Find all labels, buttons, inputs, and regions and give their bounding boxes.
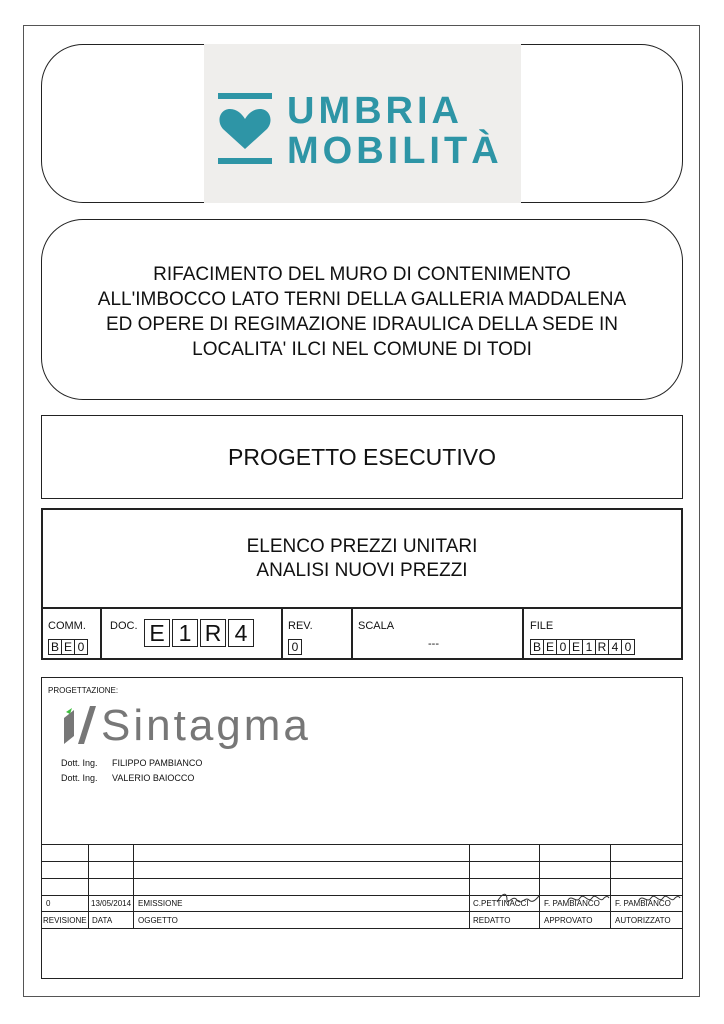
revision-table-column — [610, 844, 611, 928]
project-title-line: RIFACIMENTO DEL MURO DI CONTENIMENTO — [153, 264, 571, 285]
revision-subject: EMISSIONE — [138, 899, 183, 908]
document-title-line: ELENCO PREZZI UNITARI — [246, 536, 478, 557]
header-date: DATA — [92, 916, 113, 925]
document-title — [41, 535, 683, 583]
signature-authorized — [637, 890, 681, 908]
code-cell: 1 — [582, 639, 596, 655]
scala-label: SCALA — [358, 620, 395, 632]
scala-value: --- — [428, 638, 439, 650]
code-cell: B — [48, 639, 62, 655]
revision-table-column — [133, 844, 134, 928]
code-cell: E — [61, 639, 75, 655]
revision-table-line — [41, 878, 683, 879]
code-cell: 0 — [288, 639, 302, 655]
project-title — [60, 262, 664, 362]
header-drafted: REDATTO — [473, 916, 511, 925]
code-cell: 4 — [228, 619, 254, 647]
revision-table-line — [41, 861, 683, 862]
design-label: PROGETTAZIONE: — [48, 686, 119, 695]
code-cell: 0 — [74, 639, 88, 655]
code-column-divider — [281, 607, 283, 660]
code-cell: E — [569, 639, 583, 655]
rev-code — [288, 639, 301, 655]
revision-table-column — [539, 844, 540, 928]
sintagma-company-name: Sintagma — [101, 701, 311, 750]
code-cell: R — [200, 619, 226, 647]
comm-code — [48, 639, 87, 655]
code-cell: E — [543, 639, 557, 655]
header-subject: OGGETTO — [138, 916, 178, 925]
code-cell: 0 — [621, 639, 635, 655]
code-cell: B — [530, 639, 544, 655]
document-frame — [41, 508, 683, 660]
signature-drafted — [495, 890, 541, 908]
document-title-line: ANALISI NUOVI PREZZI — [256, 560, 468, 581]
heart-logo-icon — [218, 93, 272, 165]
revision-approved-by: F. PAMBIANCO — [544, 899, 600, 908]
sintagma-logo-icon — [60, 704, 98, 746]
project-phase: PROGETTO ESECUTIVO — [41, 415, 683, 499]
revision-authorized-by: F. PAMBIANCO — [615, 899, 671, 908]
project-title-line: ED OPERE DI REGIMAZIONE IDRAULICA DELLA SEDE IN — [105, 314, 619, 335]
signature-approved — [566, 890, 610, 908]
doc-label: DOC. — [110, 620, 138, 632]
project-title-line: LOCALITA' ILCI NEL COMUNE DI TODI — [192, 339, 532, 360]
code-cell: R — [595, 639, 609, 655]
revision-number: 0 — [46, 899, 51, 908]
header-authorized: AUTORIZZATO — [615, 916, 671, 925]
file-label: FILE — [530, 620, 554, 632]
code-cell: 1 — [172, 619, 198, 647]
code-cell: 0 — [556, 639, 570, 655]
engineer-name: VALERIO BAIOCCO — [112, 773, 195, 783]
header-approved: APPROVATO — [544, 916, 593, 925]
document-code-divider — [41, 607, 683, 609]
code-column-divider — [100, 607, 102, 660]
project-title-line: ALL'IMBOCCO LATO TERNI DELLA GALLERIA MADDALENA — [97, 289, 627, 310]
logo-text-line1: UMBRIA — [287, 90, 463, 132]
doc-code — [144, 619, 256, 647]
rev-label: REV. — [288, 620, 313, 632]
revision-table-line — [41, 928, 683, 929]
comm-label: COMM. — [48, 620, 86, 632]
revision-table-column — [469, 844, 470, 928]
revision-drafted-by: C.PETTINACCI — [473, 899, 529, 908]
code-cell: 4 — [608, 639, 622, 655]
revision-date: 13/05/2014 — [91, 899, 132, 908]
revision-table-column — [88, 844, 89, 928]
logo-text-line2: MOBILITÀ — [287, 130, 503, 172]
revision-table-line — [41, 911, 683, 912]
code-column-divider — [522, 607, 524, 660]
code-column-divider — [351, 607, 353, 660]
file-code — [530, 639, 634, 655]
engineer-title: Dott. Ing. — [61, 758, 98, 768]
revision-table-line — [41, 844, 683, 845]
engineer-title: Dott. Ing. — [61, 773, 98, 783]
header-revision: REVISIONE — [43, 916, 87, 925]
code-cell: E — [144, 619, 170, 647]
engineer-name: FILIPPO PAMBIANCO — [112, 758, 203, 768]
